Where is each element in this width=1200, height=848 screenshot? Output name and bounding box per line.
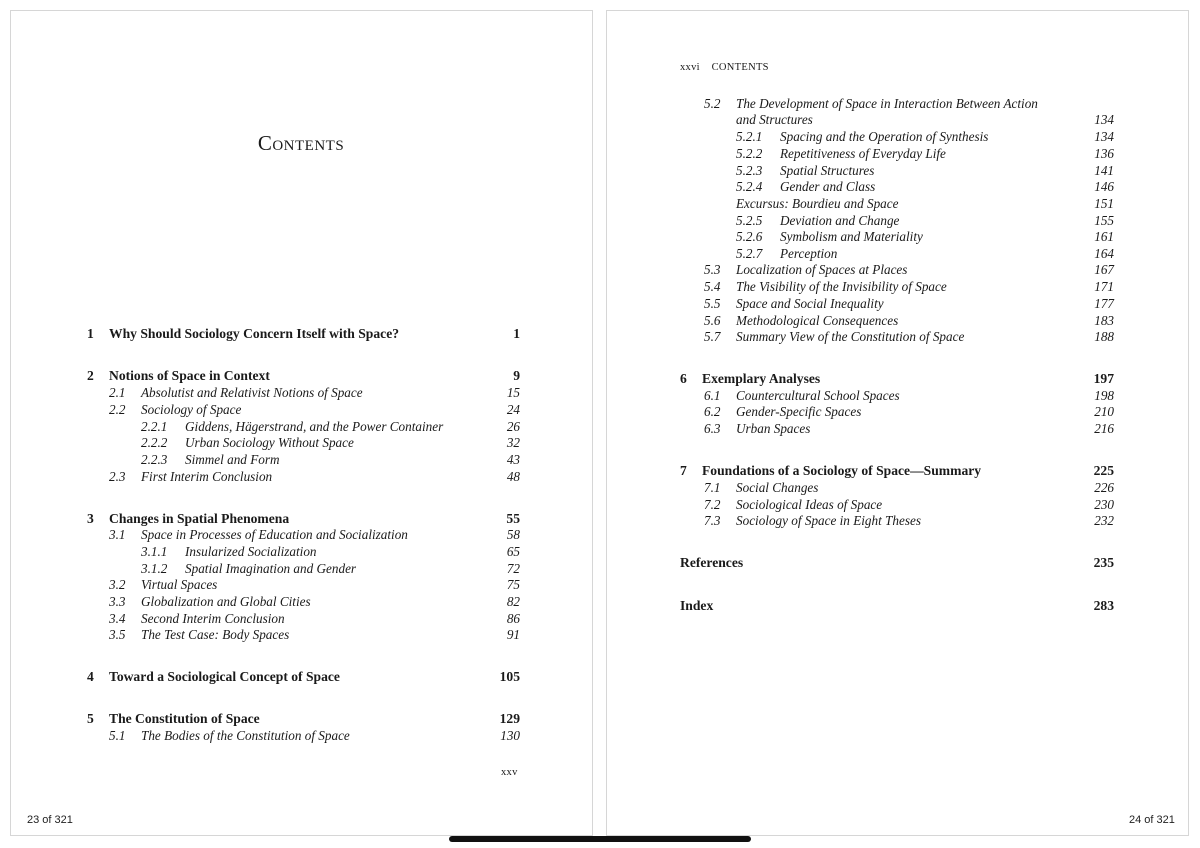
toc-entry-number: 5.2.3 xyxy=(736,163,763,178)
toc-entry-page: 134 xyxy=(1094,112,1114,127)
toc-entry-number: 3.5 xyxy=(109,627,126,642)
toc-entry-page: 91 xyxy=(506,627,520,642)
home-indicator[interactable] xyxy=(449,836,751,842)
toc-entry-page: 167 xyxy=(1094,262,1114,277)
toc-entry-label: Globalization and Global Cities xyxy=(141,594,311,609)
toc-entry-label: The Visibility of the Invisibility of Space xyxy=(736,279,947,294)
toc-entry-page: 9 xyxy=(513,368,520,383)
toc-entry-page: 216 xyxy=(1094,421,1114,436)
toc-entry-page: 210 xyxy=(1094,404,1114,419)
toc-entry-label: The Constitution of Space xyxy=(109,711,260,726)
toc-entry-number: 6.1 xyxy=(704,388,721,403)
toc-entry-page: 146 xyxy=(1094,179,1114,194)
toc-entry-label: Methodological Consequences xyxy=(736,313,899,328)
right-page xyxy=(606,10,1189,836)
toc-entry-number: 7.3 xyxy=(704,513,721,528)
toc-entry-label: Urban Sociology Without Space xyxy=(185,435,354,450)
toc-entry-page: 136 xyxy=(1094,146,1114,161)
toc-entry-label: Why Should Sociology Concern Itself with Space? xyxy=(109,326,400,341)
toc-entry-label: Sociology of Space in Eight Theses xyxy=(736,513,921,528)
toc-entry-number: 3.3 xyxy=(109,594,126,609)
toc-entry-page: 235 xyxy=(1093,555,1114,570)
toc-entry-label: The Development of Space in Interaction Between Action xyxy=(736,96,1038,111)
toc-entry-page: 151 xyxy=(1094,196,1114,211)
toc-entry-label: Deviation and Change xyxy=(780,213,900,228)
toc-entry-number: 1 xyxy=(87,326,94,341)
left-page xyxy=(10,10,593,836)
toc-entry-page: 15 xyxy=(506,385,520,400)
toc-entry-label: Symbolism and Materiality xyxy=(780,229,923,244)
toc-entry-label: Simmel and Form xyxy=(185,452,280,467)
toc-entry-label: Space in Processes of Education and Socialization xyxy=(141,527,408,542)
toc-entry-page: 177 xyxy=(1094,296,1114,311)
toc-entry-page: 171 xyxy=(1094,279,1114,294)
toc-entry-number: 2.2 xyxy=(109,402,126,417)
toc-entry-number: 3.4 xyxy=(109,611,126,626)
toc-entry-label: Sociological Ideas of Space xyxy=(736,497,883,512)
toc-entry-page: 197 xyxy=(1093,371,1114,386)
toc-entry-number: 7.1 xyxy=(704,480,721,495)
toc-entry-label: Countercultural School Spaces xyxy=(736,388,900,403)
toc-entry-label: Localization of Spaces at Places xyxy=(736,262,908,277)
toc-entry-label: Gender-Specific Spaces xyxy=(736,404,862,419)
toc-entry-number: 2.2.2 xyxy=(141,435,168,450)
toc-entry-number: 4 xyxy=(87,669,94,684)
toc-entry-page: 129 xyxy=(499,711,520,726)
toc-entry-label: Insularized Socialization xyxy=(185,544,317,559)
toc-entry-number: 5.5 xyxy=(704,296,721,311)
toc-entry-label: Gender and Class xyxy=(780,179,876,194)
toc-entry-label: Index xyxy=(680,598,714,613)
toc-entry-page: 72 xyxy=(506,561,520,576)
toc-entry-number: 5.2.5 xyxy=(736,213,763,228)
toc-entry-label: Absolutist and Relativist Notions of Space xyxy=(141,385,363,400)
toc-entry-page: 26 xyxy=(506,419,520,434)
toc-entry-number: 2 xyxy=(87,368,94,383)
toc-entry-label: Urban Spaces xyxy=(736,421,811,436)
running-head: xxvi CONTENTS xyxy=(680,62,769,73)
page-counter-right: 24 of 321 xyxy=(1129,814,1175,826)
toc-entry-number: 6 xyxy=(680,371,687,386)
toc-entry-number: 2.3 xyxy=(109,469,126,484)
toc-entry-number: 5.1 xyxy=(109,728,126,743)
toc-entry-label: References xyxy=(680,555,744,570)
toc-entry-number: 5.6 xyxy=(704,313,721,328)
toc-entry-number: 5.3 xyxy=(704,262,721,277)
toc-entry-label: Toward a Sociological Concept of Space xyxy=(109,669,340,684)
toc-entry-label: Second Interim Conclusion xyxy=(141,611,285,626)
toc-entry-number: 7 xyxy=(680,463,687,478)
toc-entry-label: Spatial Imagination and Gender xyxy=(185,561,357,576)
toc-entry-number: 2.2.3 xyxy=(141,452,168,467)
toc-entry-label: Giddens, Hägerstrand, and the Power Container xyxy=(185,419,444,434)
toc-entry-label: The Bodies of the Constitution of Space xyxy=(141,728,350,743)
toc-entry-label: Sociology of Space xyxy=(141,402,242,417)
toc-entry-page: 43 xyxy=(506,452,520,467)
toc-entry-label: Social Changes xyxy=(736,480,819,495)
toc-entry-label: Perception xyxy=(780,246,838,261)
toc-entry-page: 134 xyxy=(1094,129,1114,144)
toc-entry-label: Virtual Spaces xyxy=(141,577,218,592)
toc-entry-label: Changes in Spatial Phenomena xyxy=(109,511,290,526)
toc-entry-page: 58 xyxy=(506,527,520,542)
toc-entry-label: The Test Case: Body Spaces xyxy=(141,627,290,642)
toc-entry-label: and Structures xyxy=(736,112,813,127)
toc-entry-label: Excursus: Bourdieu and Space xyxy=(736,196,899,211)
contents-title: Contents xyxy=(257,131,345,155)
toc-entry-page: 32 xyxy=(506,435,520,450)
toc-entry-number: 5.2.1 xyxy=(736,129,763,144)
folio-number: xxv xyxy=(501,767,518,778)
toc-entry-page: 105 xyxy=(499,669,520,684)
toc-entry-number: 6.2 xyxy=(704,404,721,419)
toc-entry-number: 5.7 xyxy=(704,329,721,344)
toc-entry-page: 24 xyxy=(506,402,520,417)
toc-entry-number: 5.2.6 xyxy=(736,229,763,244)
toc-entry-page: 75 xyxy=(506,577,520,592)
toc-entry-page: 55 xyxy=(506,511,520,526)
toc-entry-number: 5.2 xyxy=(704,96,721,111)
toc-entry-number: 5.2.4 xyxy=(736,179,763,194)
toc-entry-number: 3.1.2 xyxy=(141,561,168,576)
toc-entry-number: 3.1.1 xyxy=(141,544,168,559)
toc-entry-label: Summary View of the Constitution of Space xyxy=(736,329,965,344)
toc-entry-label: Repetitiveness of Everyday Life xyxy=(780,146,946,161)
toc-entry-page: 188 xyxy=(1094,329,1114,344)
toc-entry-page: 1 xyxy=(513,326,520,341)
toc-entry-page: 65 xyxy=(506,544,520,559)
toc-entry-number: 2.1 xyxy=(109,385,126,400)
toc-entry-number: 5.2.2 xyxy=(736,146,763,161)
toc-entry-page: 161 xyxy=(1094,229,1114,244)
toc-entry-number: 5.4 xyxy=(704,279,721,294)
toc-entry-label: Exemplary Analyses xyxy=(702,371,821,386)
toc-entry-page: 82 xyxy=(506,594,520,609)
toc-entry-page: 198 xyxy=(1094,388,1114,403)
toc-entry-label: Space and Social Inequality xyxy=(736,296,884,311)
toc-entry-label: Foundations of a Sociology of Space—Summary xyxy=(702,463,982,478)
toc-entry-number: 3 xyxy=(87,511,94,526)
toc-entry-page: 232 xyxy=(1094,513,1114,528)
toc-entry-page: 48 xyxy=(506,469,520,484)
toc-entry-number: 3.2 xyxy=(109,577,126,592)
toc-entry-page: 183 xyxy=(1094,313,1114,328)
toc-entry-number: 5.2.7 xyxy=(736,246,763,261)
toc-entry-number: 5 xyxy=(87,711,94,726)
toc-entry-page: 283 xyxy=(1093,598,1114,613)
toc-entry-label: Spacing and the Operation of Synthesis xyxy=(780,129,989,144)
toc-entry-page: 164 xyxy=(1094,246,1114,261)
toc-entry-page: 86 xyxy=(506,611,520,626)
toc-entry-label: Notions of Space in Context xyxy=(109,368,270,383)
toc-entry-page: 130 xyxy=(500,728,520,743)
toc-entry-page: 226 xyxy=(1094,480,1114,495)
toc-entry-page: 141 xyxy=(1094,163,1114,178)
toc-entry-page: 225 xyxy=(1093,463,1114,478)
toc-entry-number: 7.2 xyxy=(704,497,721,512)
toc-entry-number: 6.3 xyxy=(704,421,721,436)
toc-entry-number: 2.2.1 xyxy=(141,419,168,434)
toc-entry-label: First Interim Conclusion xyxy=(141,469,273,484)
toc-entry-page: 155 xyxy=(1094,213,1114,228)
toc-entry-page: 230 xyxy=(1094,497,1114,512)
page-counter-left: 23 of 321 xyxy=(27,814,73,826)
toc-entry-number: 3.1 xyxy=(109,527,126,542)
toc-entry-label: Spatial Structures xyxy=(780,163,875,178)
